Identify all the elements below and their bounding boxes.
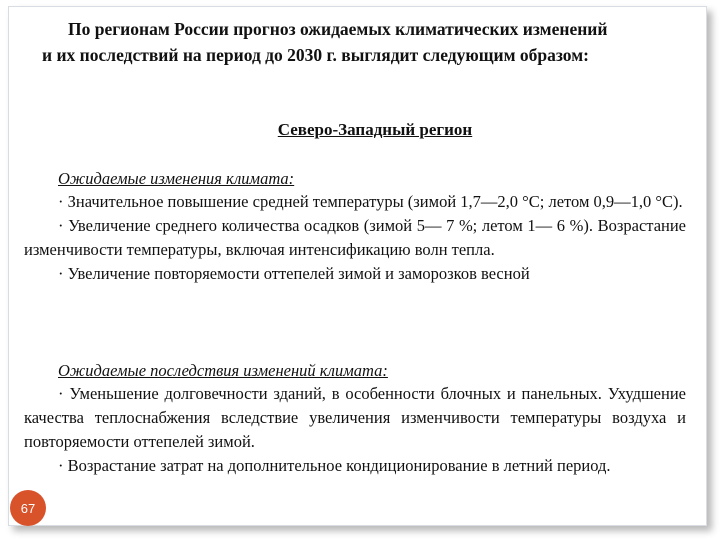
page-number-badge: 67 bbox=[10, 490, 46, 526]
climate-changes-item: · Увеличение повторяемости оттепелей зимой и заморозков весной bbox=[58, 264, 530, 283]
climate-changes-item: · Увеличение среднего количества осадков (зимой 5— 7 %; летом 1— 6 %). Возрастание изменчивости температуры, включая интенсификацию волн тепла. bbox=[24, 216, 686, 259]
climate-changes-item: · Значительное повышение средней температуры (зимой 1,7—2,0 °С; летом 0,9—1,0 °С). bbox=[58, 192, 683, 211]
climate-consequences-item: · Уменьшение долговечности зданий, в особенности блочных и панельных. Ухудшение качества теплоснабжения вследствие увеличения изменчивости температуры воздуха и повторяемости оттепелей зимой. bbox=[24, 384, 686, 451]
region-heading: Северо-Западный регион bbox=[277, 120, 473, 139]
title-line-1: По регионам России прогноз ожидаемых климатических изменений bbox=[68, 19, 608, 39]
climate-consequences-item: · Возрастание затрат на дополнительное кондиционирование в летний период. bbox=[58, 456, 611, 475]
climate-consequences-section bbox=[24, 359, 686, 478]
climate-changes-section bbox=[24, 167, 686, 286]
page-title bbox=[30, 16, 702, 68]
climate-consequences-heading: Ожидаемые последствия изменений климата: bbox=[58, 361, 388, 380]
title-line-2: и их последствий на период до 2030 г. выглядит следующим образом: bbox=[42, 45, 589, 65]
climate-changes-heading: Ожидаемые изменения климата: bbox=[58, 169, 295, 188]
